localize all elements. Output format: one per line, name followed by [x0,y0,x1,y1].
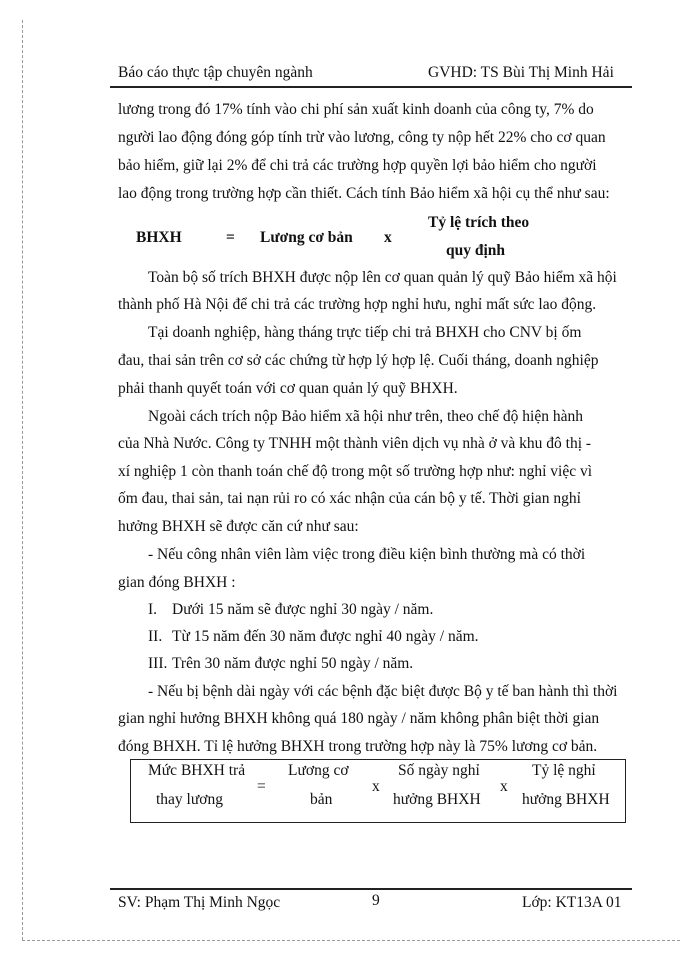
body-line-2: người lao động đóng góp tính trừ vào lương, công ty nộp hết 22% cho cơ quan [118,129,606,146]
formula2-t2-2: hưởng BHXH [393,791,481,808]
formula2-t1-2: bản [310,791,333,808]
body-line-1: lương trong đó 17% tính vào chi phí sản xuất kinh doanh của công ty, 7% do [118,101,594,118]
para3-line-1: Tại doanh nghiệp, hàng tháng trực tiếp chi trả BHXH cho CNV bị ốm [148,324,582,341]
list-text-3: Trên 30 năm được nghỉ 50 ngày / năm. [172,655,414,672]
formula1-rate-2: quy định [446,242,506,259]
list-num-3: III. [148,655,168,672]
list-num-2: II. [148,628,163,645]
para5-line-1: - Nếu công nhân viên làm việc trong điều kiện bình thường mà có thời [148,546,586,563]
formula1-term: Lương cơ bản [260,229,353,246]
para2-line-2: thành phố Hà Nội để chi trả các trường hợp nghỉ hưu, nghỉ mất sức lao động. [118,296,597,313]
formula2-t3-1: Tỷ lệ nghỉ [532,762,596,779]
body-line-4: lao động trong trường hợp cần thiết. Cách tính Bảo hiểm xã hội cụ thể như sau: [118,185,610,202]
formula1-rate-1: Tỷ lệ trích theo [428,214,530,231]
para4-line-3: xí nghiệp 1 còn thanh toán chế độ trong một số trường hợp như: nghỉ việc vì [118,463,593,480]
formula2-t2-1: Số ngày nghỉ [398,762,480,779]
formula2-t1-1: Lương cơ [288,762,349,779]
footer-rule [110,888,632,890]
para2-line-1: Toàn bộ số trích BHXH được nộp lên cơ quan quản lý quỹ Bảo hiểm xã hội [148,269,617,286]
page-border-left [22,20,23,940]
para4-line-5: hưởng BHXH sẽ được căn cứ như sau: [118,518,359,535]
para3-line-3: phải thanh quyết toán với cơ quan quản lý quỹ BHXH. [118,380,458,397]
formula2-lhs-1: Mức BHXH trả [148,762,246,779]
formula2-lhs-2: thay lương [156,791,223,808]
formula2-t3-2: hưởng BHXH [522,791,610,808]
para3-line-2: đau, thai sản trên cơ sở các chứng từ hợp lý hợp lệ. Cuối tháng, doanh nghiệp [118,352,599,369]
para5-line-2: gian đóng BHXH : [118,574,236,591]
formula1-eq: = [226,229,235,246]
header-left: Báo cáo thực tập chuyên ngành [118,64,313,81]
para6-line-1: - Nếu bị bệnh dài ngày với các bệnh đặc biệt được Bộ y tế ban hành thì thời [148,683,618,700]
list-text-1: Dưới 15 năm sẽ được nghỉ 30 ngày / năm. [172,601,434,618]
footer-left: SV: Phạm Thị Minh Ngọc [118,894,281,911]
para4-line-1: Ngoài cách trích nộp Bảo hiểm xã hội như trên, theo chế độ hiện hành [148,408,583,425]
body-line-3: bảo hiểm, giữ lại 2% để chi trả các trường hợp quyền lợi bảo hiểm cho người [118,157,597,174]
para4-line-2: của Nhà Nước. Công ty TNHH một thành viên dịch vụ nhà ở và khu đô thị - [118,435,592,452]
list-num-1: I. [148,601,158,618]
formula2-x2: x [500,778,508,795]
footer-right: Lớp: KT13A 01 [522,894,622,911]
formula2-x1: x [372,778,380,795]
formula1-lhs: BHXH [136,229,182,246]
para6-line-2: gian nghỉ hưởng BHXH không quá 180 ngày / năm không phân biệt thời gian [118,710,600,727]
para4-line-4: ốm đau, thai sản, tai nạn rủi ro có xác nhận của cán bộ y tế. Thời gian nghỉ [118,490,581,507]
page-number: 9 [372,892,380,909]
formula1-times: x [384,229,392,246]
header-rule [110,86,632,88]
list-text-2: Từ 15 năm đến 30 năm được nghỉ 40 ngày / năm. [172,628,479,645]
page-border-bottom [22,940,680,941]
para6-line-3: đóng BHXH. Tỉ lệ hưởng BHXH trong trường hợp này là 75% lương cơ bản. [118,738,598,755]
header-right: GVHD: TS Bùi Thị Minh Hải [428,64,614,81]
formula2-eq: = [257,778,266,795]
